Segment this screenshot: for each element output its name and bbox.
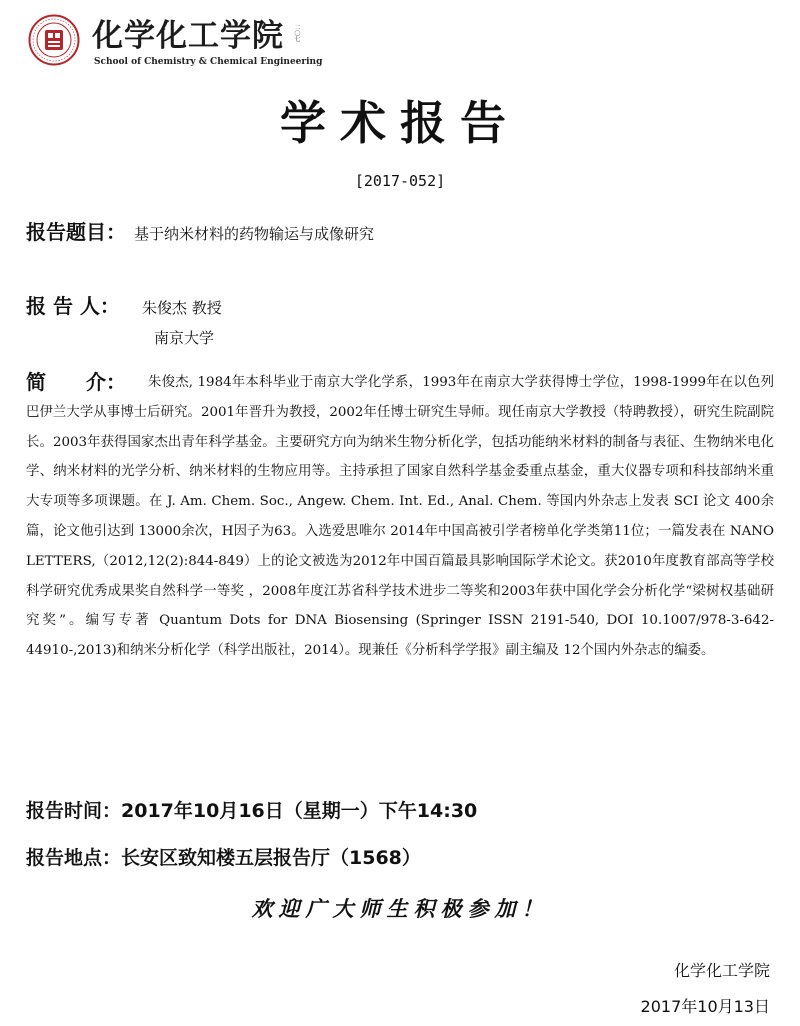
place-row (26, 843, 421, 870)
report-number: [2017-052] (354, 172, 446, 190)
school-name-en: School of Chemistry & Chemical Engineering (94, 57, 323, 67)
topic-row (26, 216, 374, 245)
time-value: 2017年10月16日（星期一）下午14:30 (121, 800, 478, 822)
intro-text: 朱俊杰, 1984年本科毕业于南京大学化学系，1993年在南京大学获得博士学位，1998-1999年在以色列巴伊兰大学从事博士后研究。2001年晋升为教授，2002年任博士研究生导师。现任南京大学教授（特聘教授），研究生院副院长。2003年获得国家杰出青年科学基金。主要研究方向为纳米生物分析化学，包括功能纳米材料的制备与表征、生物纳米电化学、纳米材料的光学分析、纳米材料的生物应用等。主持承担了国家自然科学基金委重点基金，重大仪器专项和科技部纳米重大专项等多项课题。在 J. Am. Chem. Soc., Angew. Chem. Int. Ed., Anal. Chem. 等国内外杂志上发表 SCI 论文 400余篇，论文他引达到 13000余次，H因子为63。入选爱思唯尔 2014年中国高被引学者榜单化学类第11位；一篇发表在 NANO LETTERS,（2012,12(2):844-849）上的论文被选为2012年中国百篇最具影响国际学术论文。获2010年度教育部高等学校科学研究优秀成果奖自然科学一等奖 ，2008年度江苏省科学技术进步二等奖和2003年获中国化学会分析化学“梁树权基础研究奖”。编写专著 Quantum Dots for DNA Biosensing (Springer ISSN 2191-540, DOI 10.1007/978-3-642-44910-,2013)和纳米分析化学（科学出版社，2014）。现兼任《分析科学学报》副主编及 12个国内外杂志的编委。 (26, 375, 774, 659)
time-label: 报告时间： (26, 800, 122, 822)
speaker-name: 朱俊杰 教授 (141, 299, 222, 317)
page-title: 学术报告 (280, 96, 520, 150)
place-label: 报告地点： (26, 847, 122, 869)
welcome-message: 欢迎广大师生积极参加！ (251, 896, 549, 921)
place-value: 长安区致知楼五层报告厅（1568） (121, 847, 421, 869)
school-small-mark: 二〇七 (293, 24, 300, 42)
school-header (28, 14, 328, 70)
school-name-cn: 化学化工学院 (92, 18, 284, 54)
topic-value: 基于纳米材料的药物输运与成像研究 (134, 225, 375, 243)
speaker-row (26, 290, 222, 319)
speaker-affiliation: 南京大学 (154, 329, 215, 347)
signature-org: 化学化工学院 (673, 961, 770, 980)
topic-label: 报告题目： (26, 220, 126, 244)
speaker-label: 报 告 人： (26, 294, 120, 318)
intro-label: 简 介： (26, 370, 126, 394)
time-row (26, 796, 477, 823)
school-seal-icon (28, 14, 80, 66)
signature-date: 2017年10月13日 (640, 997, 770, 1016)
